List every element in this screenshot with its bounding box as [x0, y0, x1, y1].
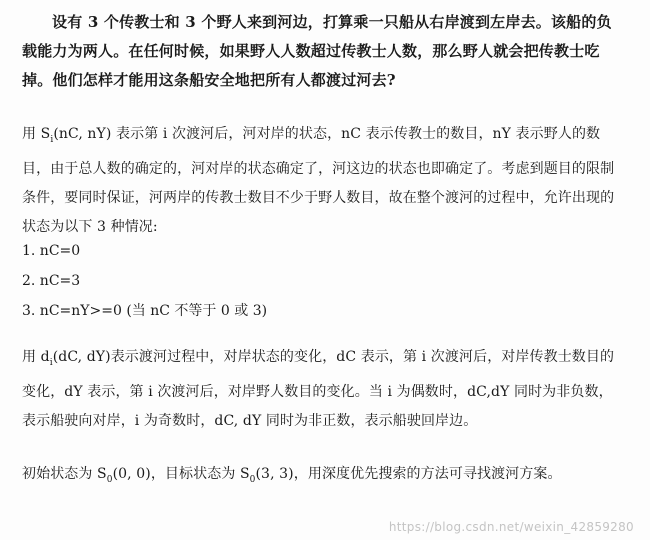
state-definition-lead: 用 S [22, 126, 51, 142]
transition-subscript: i [49, 357, 53, 368]
search-method-text: (3, 3)，用深度优先搜索的方法可寻找渡河方案。 [255, 466, 562, 482]
state-subscript: i [50, 134, 54, 145]
allowed-states-list [22, 236, 267, 326]
allowed-state-item: 2. nC=3 [22, 273, 81, 289]
goal-state-text: (0, 0)，目标状态为 S [112, 466, 250, 482]
initial-goal-paragraph [22, 460, 624, 495]
initial-state-text: 初始状态为 S [22, 466, 107, 482]
allowed-state-item: 3. nC=nY>=0 (当 nC 不等于 0 或 3) [22, 303, 268, 319]
initial-state-subscript: 0 [106, 474, 113, 485]
transition-definition-text: (dC, dY)表示渡河过程中，对岸状态的变化，dC 表示，第 i 次渡河后，对岸传教士数目的变化，dY 表示，第 i 次渡河后，对岸野人数目的变化。当 i 为偶数时，dC,dY 同时为非负数，表示船驶向对岸，i 为奇数时，dC, dY 同时为非正数，表示船驶回岸边。 [22, 349, 615, 429]
transition-definition-paragraph [22, 343, 624, 436]
watermark-url: https://blog.csdn.net/weixin_42859280 [388, 520, 634, 534]
goal-state-subscript: 0 [249, 474, 256, 485]
state-definition-text: (nC, nY) 表示第 i 次渡河后，河对岸的状态，nC 表示传教士的数目，nY 表示野人的数目，由于总人数的确定的，河对岸的状态确定了，河这边的状态也即确定了。考虑到题目的限制条件，要同时保证，河两岸的传教士数目不少于野人数目，故在整个渡河的过程中，允许出现的状态为以下 3 种情况: [22, 126, 615, 235]
allowed-state-item: 1. nC=0 [22, 243, 81, 259]
state-definition-paragraph [22, 120, 624, 242]
transition-definition-lead: 用 d [22, 349, 50, 365]
problem-statement: 设有 3 个传教士和 3 个野人来到河边，打算乘一只船从右岸渡到左岸去。该船的负载能力为两人。在任何时候，如果野人人数超过传教士人数，那么野人就会把传教士吃掉。他们怎样才能用这条船安全地把所有人都渡过河去? [22, 13, 612, 89]
